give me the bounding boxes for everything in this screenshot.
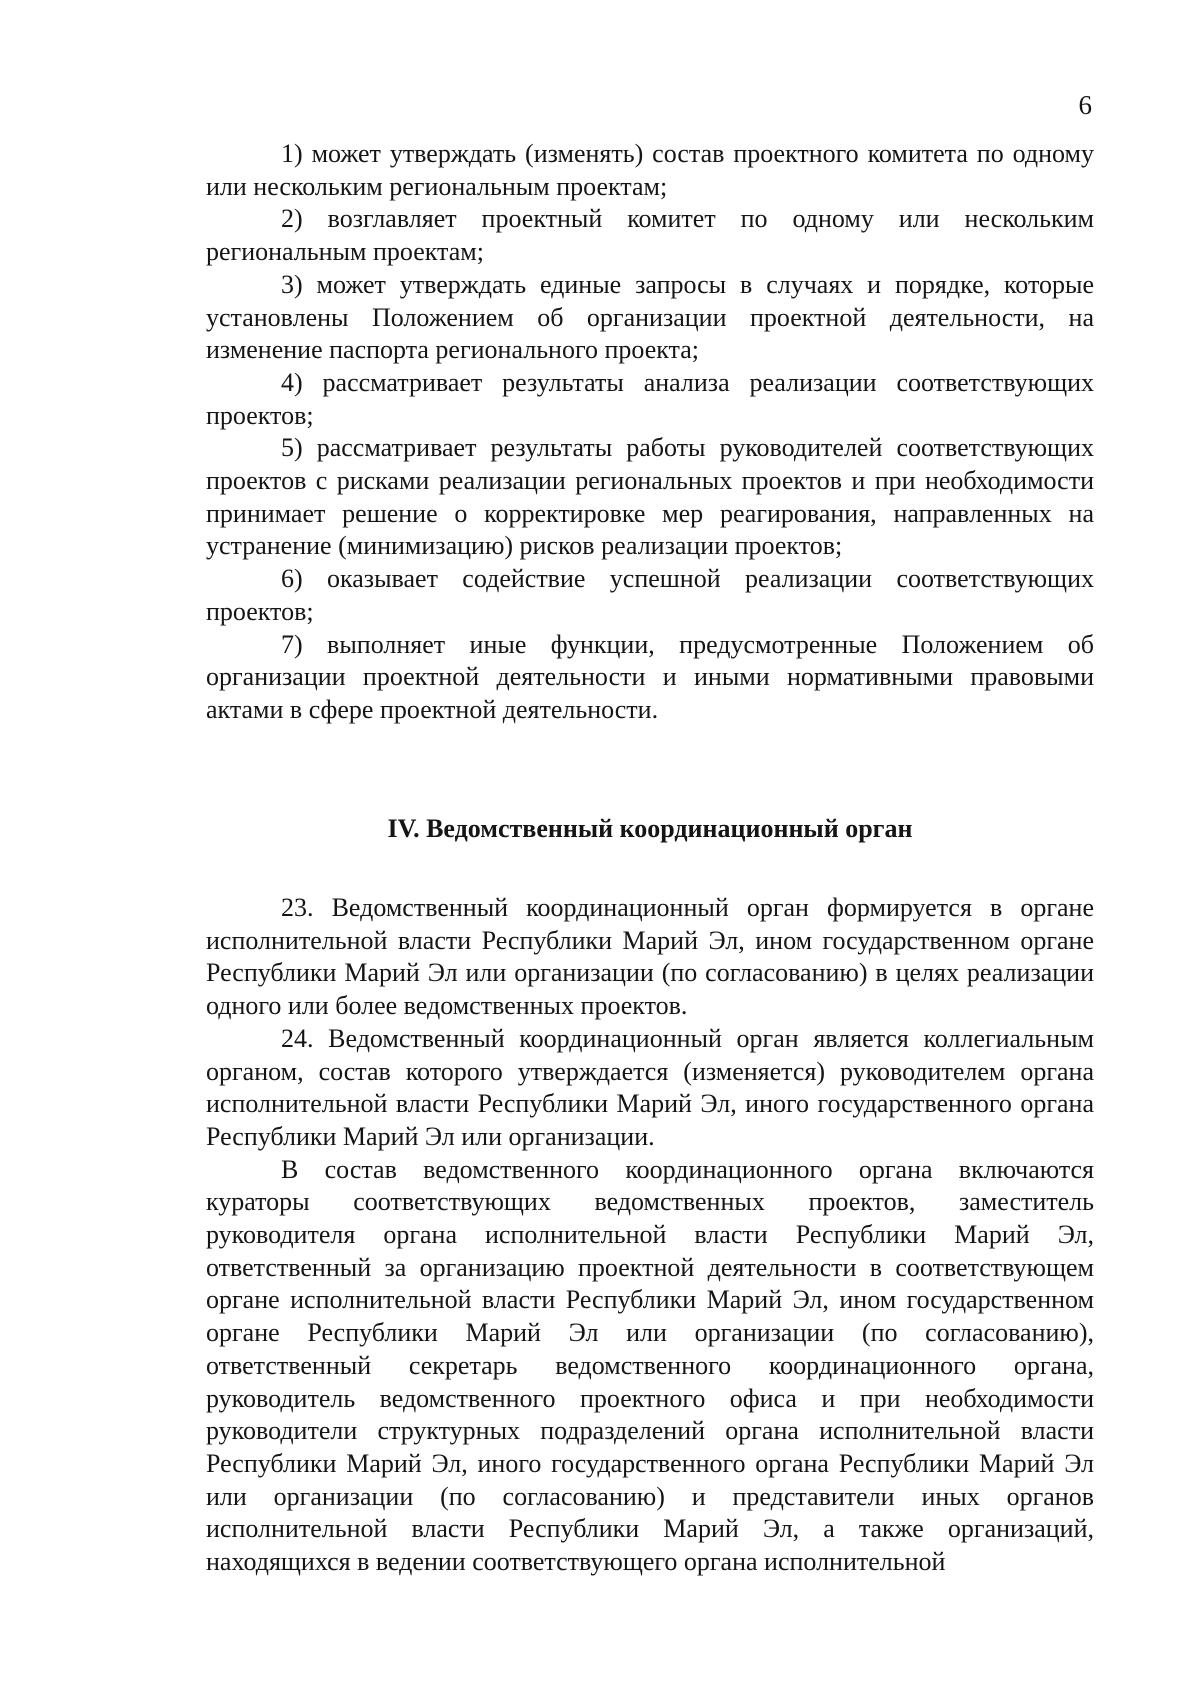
paragraph-composition: В состав ведомственного координационного органа включаются кураторы соответствующих ведомственных проектов, заместитель руководителя органа исполнительной власти Республики Марий Эл, ответственный за организацию проектной деятельности в соответствующем органе исполнительной власти Республики Марий Эл, ином государственном органе Республики Марий Эл или организации (по согласованию), ответственный секретарь ведомственного координационного органа, руководитель ведомственного проектного офиса и при необходимости руководители структурных подразделений органа исполнительной власти Республики Марий Эл, иного государственного органа Республики Марий Эл или организации (по согласованию) и представители иных органов исполнительной власти Республики Марий Эл, а также организаций, находящихся в ведении соответствующего органа исполнительной <box>206 1154 1094 1577</box>
section-heading: IV. Ведомственный координационный орган <box>387 814 913 843</box>
paragraph-24: 24. Ведомственный координационный орган является коллегиальным органом, состав которого утверждается (изменяется) руководителем органа исполнительной власти Республики Марий Эл, иного государственного органа Республики Марий Эл или организации. <box>206 1023 1094 1151</box>
page-number: 6 <box>1078 90 1092 120</box>
list-item-1: 1) может утверждать (изменять) состав проектного комитета по одному или нескольким региональным проектам; <box>206 139 1094 201</box>
paragraph-23: 23. Ведомственный координационный орган формируется в органе исполнительной власти Республики Марий Эл, ином государственном органе Республики Марий Эл или организации (по согласованию) в целях реализации одного или более ведомственных проектов. <box>206 893 1094 1021</box>
list-item-5: 5) рассматривает результаты работы руководителей соответствующих проектов с рисками реализации региональных проектов и при необходимости принимает решение о корректировке мер реагирования, направленных на устранение (минимизацию) рисков реализации проектов; <box>206 433 1094 561</box>
list-item-4: 4) рассматривает результаты анализа реализации соответствующих проектов; <box>206 367 1094 430</box>
list-item-7: 7) выполняет иные функции, предусмотренные Положением об организации проектной деятельности и иными нормативными правовыми актами в сфере проектной деятельности. <box>206 629 1094 724</box>
functions-list <box>206 138 1094 727</box>
section-body <box>206 892 1094 1579</box>
list-item-3: 3) может утверждать единые запросы в случаях и порядке, которые установлены Положением об организации проектной деятельности, на изменение паспорта регионального проекта; <box>206 269 1094 365</box>
list-item-2: 2) возглавляет проектный комитет по одному или нескольким региональным проектам; <box>206 204 1094 267</box>
list-item-6: 6) оказывает содействие успешной реализации соответствующих проектов; <box>206 564 1094 626</box>
